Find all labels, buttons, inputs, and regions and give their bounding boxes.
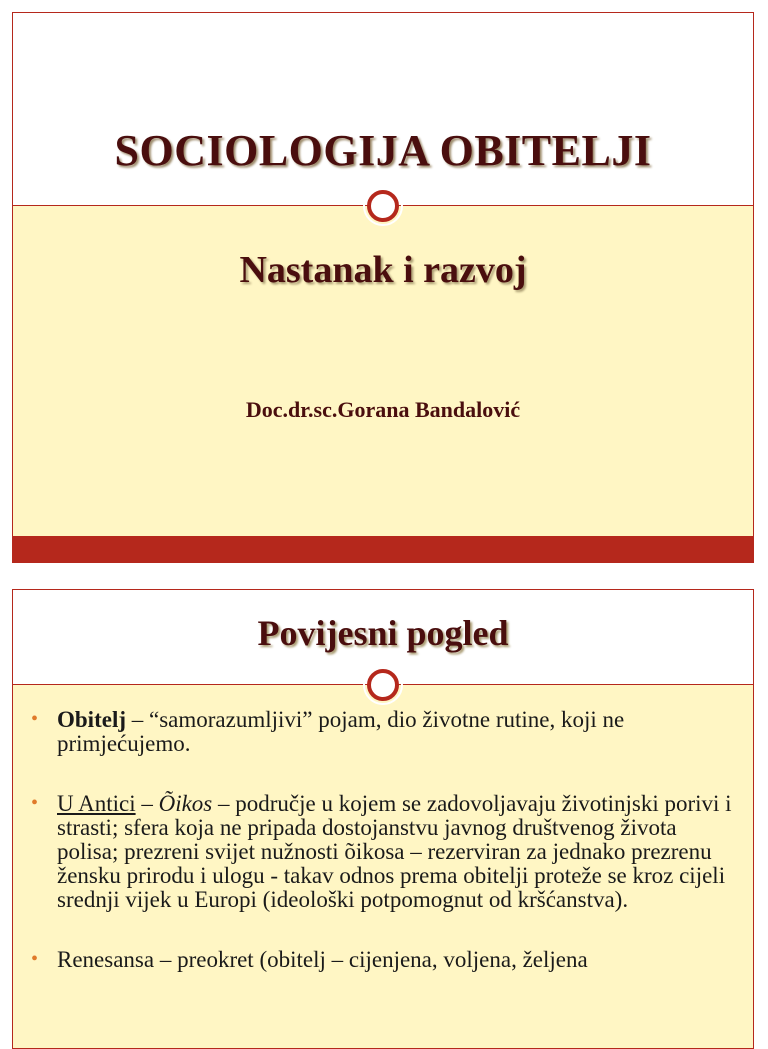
slide-history (12, 589, 754, 1049)
bullet-icon: • (31, 792, 39, 814)
title-band (13, 13, 753, 205)
bullet-icon: • (31, 948, 39, 970)
main-title: SOCIOLOGIJA OBITELJI (114, 126, 652, 175)
bullet-text: – područje u kojem se zadovoljavaju životinjski porivi i strasti; sfera koja ne pripada dostojanstvu javnog društvenog života polisa; prezreni svijet nužnosti õikosa – rezerviran za jednako prezrenu žensku prirodu i ulogu - takav odnos prema obitelji proteže se kroz cijeli srednji vijek u Europi (ideološki potpomognut od kršćanstva). (57, 791, 732, 912)
subtitle: Nastanak i razvoj (239, 249, 527, 291)
term: Obitelj (57, 707, 126, 732)
bullet-text: Renesansa – preokret (obitelj – cijenjena, voljena, željena (57, 947, 588, 972)
bullet-list (31, 708, 735, 1008)
list-item (31, 948, 735, 972)
bullet-text: – “samorazumljivi” pojam, dio životne rutine, koji ne primjećujemo. (57, 707, 625, 756)
term: U Antici (57, 791, 136, 816)
slide-title (12, 12, 754, 563)
list-item (31, 792, 735, 912)
author: Doc.dr.sc.Gorana Bandalović (245, 397, 521, 422)
circle-ornament-icon (367, 669, 399, 701)
circle-ornament-icon (367, 190, 399, 222)
slide-title: Povijesni pogled (257, 613, 509, 653)
bullet-icon: • (31, 708, 39, 730)
term-italic: Õikos (158, 791, 213, 816)
list-item (31, 708, 735, 756)
dash: – (135, 791, 159, 816)
footer-bar (13, 536, 753, 562)
